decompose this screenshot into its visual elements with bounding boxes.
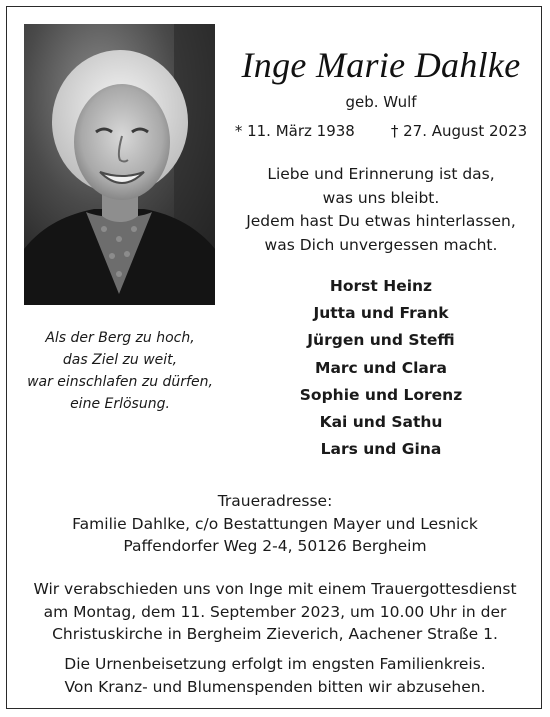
address-line: Paffendorfer Weg 2-4, 50126 Bergheim [123, 537, 427, 555]
poem-line: was uns bleibt. [322, 188, 440, 207]
quote-line: war einschlafen zu dürfen, [27, 374, 213, 390]
quote-line: eine Erlösung. [70, 396, 170, 412]
mourner-name: Jürgen und Steffi [307, 331, 455, 350]
birth-date: * 11. März 1938 [234, 122, 355, 140]
quote-line: Als der Berg zu hoch, [45, 330, 195, 346]
memorial-quote [20, 327, 220, 415]
address-line: Traueradresse: [217, 492, 333, 510]
address-line: Familie Dahlke, c/o Bestattungen Mayer und Lesnick [72, 514, 478, 533]
portrait-photo [24, 24, 215, 305]
burial-notice [0, 653, 550, 698]
portrait-image [24, 24, 215, 305]
poem-line: Liebe und Erinnerung ist das, [267, 165, 495, 183]
mourner-name: Horst Heinz [329, 277, 433, 295]
service-announcement [0, 578, 550, 646]
poem-line: was Dich unvergessen macht. [264, 235, 498, 254]
deceased-name: Inge Marie Dahlke [241, 45, 521, 85]
mourning-address [0, 490, 550, 558]
quote-line: das Ziel zu weit, [62, 352, 178, 368]
death-date: † 27. August 2023 [390, 122, 528, 140]
life-dates [222, 122, 540, 140]
mourner-name: Marc und Clara [315, 358, 447, 377]
poem-line: Jedem hast Du etwas hinterlassen, [246, 212, 516, 230]
mourner-name: Kai und Sathu [319, 413, 443, 432]
service-line: Christuskirche in Bergheim Zieverich, Aachener Straße 1. [52, 625, 498, 643]
notice-line: Die Urnenbeisetzung erfolgt im engsten Familienkreis. [64, 655, 486, 673]
mourners-list [222, 273, 540, 463]
memorial-poem [222, 163, 540, 257]
mourner-name: Lars und Gina [320, 440, 442, 459]
mourner-name: Jutta und Frank [313, 304, 449, 323]
service-line: am Montag, dem 11. September 2023, um 10.00 Uhr in der [43, 602, 507, 621]
birth-name: geb. Wulf [345, 93, 417, 111]
notice-line: Von Kranz- und Blumenspenden bitten wir abzusehen. [64, 677, 486, 696]
mourner-name: Sophie und Lorenz [299, 385, 463, 404]
service-line: Wir verabschieden uns von Inge mit einem Trauergottesdienst [33, 580, 517, 598]
